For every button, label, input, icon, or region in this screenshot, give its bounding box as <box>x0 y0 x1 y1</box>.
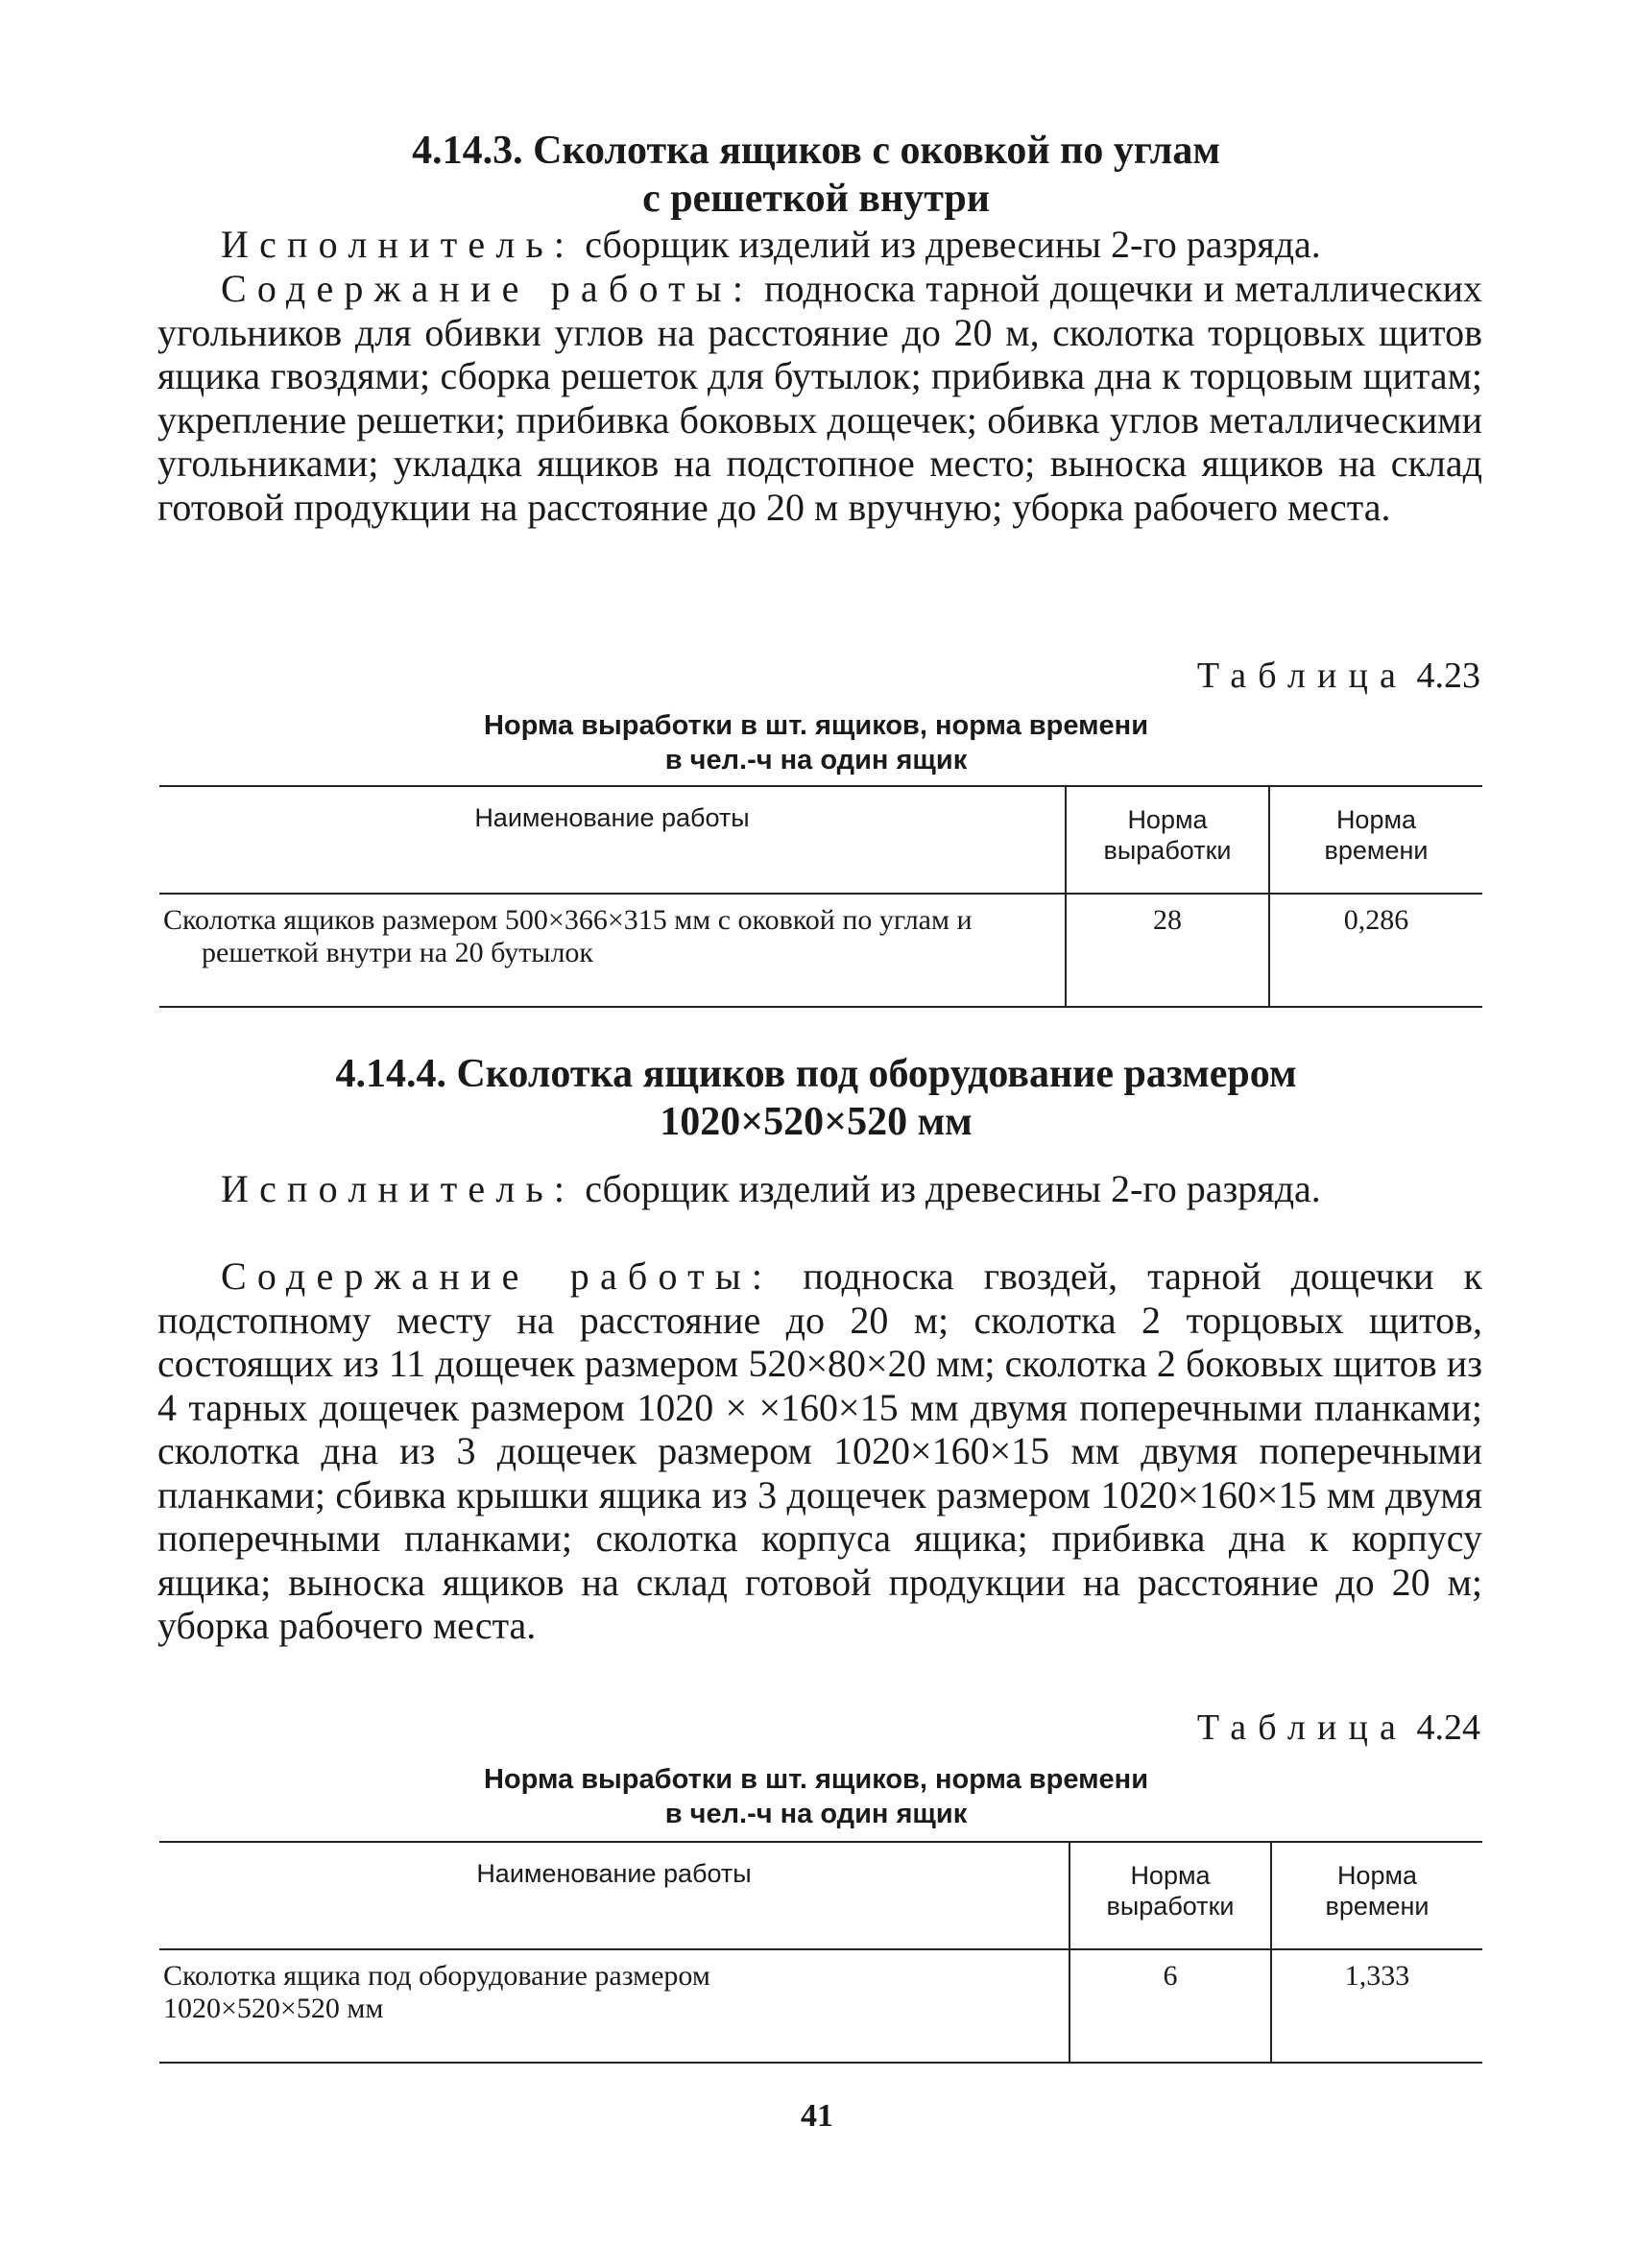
table-label-4-24 <box>1197 1707 1480 1749</box>
row-time-value: 1,333 <box>1271 1949 1482 2063</box>
table-row <box>159 894 1482 1007</box>
col-header-output: Норма выработки <box>1066 786 1269 894</box>
heading-line: 4.14.3. Сколотка ящиков с оковкой по углам <box>412 129 1220 173</box>
col-header-name: Наименование работы <box>159 1842 1069 1949</box>
content-label: Содержание работы: <box>221 267 755 310</box>
content-text: подноска гвоздей, тарной дощечки к подстопному месту на расстояние до 20 м; сколотка 2 торцовых щитов, состоящих из 11 дощечек размером 520×80×20 мм; сколотка 2 боковых щитов из 4 тарных дощечек размером 1020 × ×160×15 мм двумя поперечными планками; сколотка дна из 3 дощечек размером 1020×160×15 мм двумя поперечными планками; сбивка крышки ящика из 3 дощечек размером 1020×160×15 мм двумя поперечными планками; сколотка корпуса ящика; прибивка дна к корпусу ящика; выноска ящиков на склад готовой продукции на расстояние до 20 м; уборка рабочего места. <box>157 1254 1482 1647</box>
col-header-name: Наименование работы <box>159 786 1066 894</box>
content-label: Содержание работы: <box>221 1254 774 1298</box>
section-heading-4-14-3 <box>154 127 1478 223</box>
table-header-row <box>159 1842 1482 1949</box>
caption-line: Норма выработки в шт. ящиков, норма времени <box>483 1764 1149 1795</box>
col-header-time: Норма времени <box>1271 1842 1482 1949</box>
heading-line: 4.14.4. Сколотка ящиков под оборудование размером <box>335 1052 1297 1096</box>
performer-paragraph <box>157 223 1482 267</box>
table-caption <box>154 1762 1478 1831</box>
row-output-value: 6 <box>1069 1949 1271 2063</box>
table-label-word: Таблица <box>1196 656 1407 696</box>
table-row <box>159 1949 1482 2063</box>
performer-label: Исполнитель: <box>221 1167 576 1210</box>
caption-line: в чел.-ч на один ящик <box>664 1799 968 1829</box>
col-header-output: Норма выработки <box>1069 1842 1271 1949</box>
table-label-number: 4.24 <box>1416 1707 1480 1748</box>
section-heading-4-14-4 <box>154 1050 1478 1146</box>
row-time-value: 0,286 <box>1269 894 1482 1007</box>
table-label-4-23 <box>1197 655 1480 697</box>
content-paragraph <box>157 1254 1482 1648</box>
content-text: подноска тарной дощечки и металлических угольников для обивки углов на расстояние до 20 м, сколотка торцовых щитов ящика гвоздями; сборка решеток для бутылок; прибивка дна к торцовым щитам; укрепление решетки; прибивка боковых дощечек; обивка углов металлическими угольниками; укладка ящиков на подстопное место; выноска ящиков на склад готовой продукции на расстояние до 20 м вручную; уборка рабочего места. <box>157 267 1482 529</box>
row-work-name: Сколотка ящика под оборудование размером 1020×520×520 мм <box>159 1949 1069 2063</box>
page-number: 41 <box>801 2098 833 2134</box>
col-header-time: Норма времени <box>1269 786 1482 894</box>
performer-paragraph <box>157 1167 1482 1211</box>
heading-line: с решеткой внутри <box>642 177 990 221</box>
caption-line: в чел.-ч на один ящик <box>664 745 968 776</box>
performer-text: сборщик изделий из древесины 2-го разряда. <box>585 223 1321 266</box>
table-label-number: 4.23 <box>1416 656 1480 696</box>
caption-line: Норма выработки в шт. ящиков, норма времени <box>483 710 1149 741</box>
heading-line: 1020×520×520 мм <box>660 1100 973 1144</box>
performer-text: сборщик изделий из древесины 2-го разряда. <box>585 1167 1321 1210</box>
content-paragraph <box>157 267 1482 529</box>
table-caption <box>154 708 1478 777</box>
row-work-name-text: Сколотка ящиков размером 500×366×315 мм с оковкой по углам и решеткой внутри на 20 бутылок <box>163 904 973 968</box>
performer-label: Исполнитель: <box>221 223 576 266</box>
norm-table-4-24 <box>159 1841 1482 2064</box>
norm-table-4-23 <box>159 785 1482 1008</box>
row-work-name <box>159 894 1066 1007</box>
row-output-value: 28 <box>1066 894 1269 1007</box>
table-header-row <box>159 786 1482 894</box>
table-label-word: Таблица <box>1196 1707 1407 1748</box>
